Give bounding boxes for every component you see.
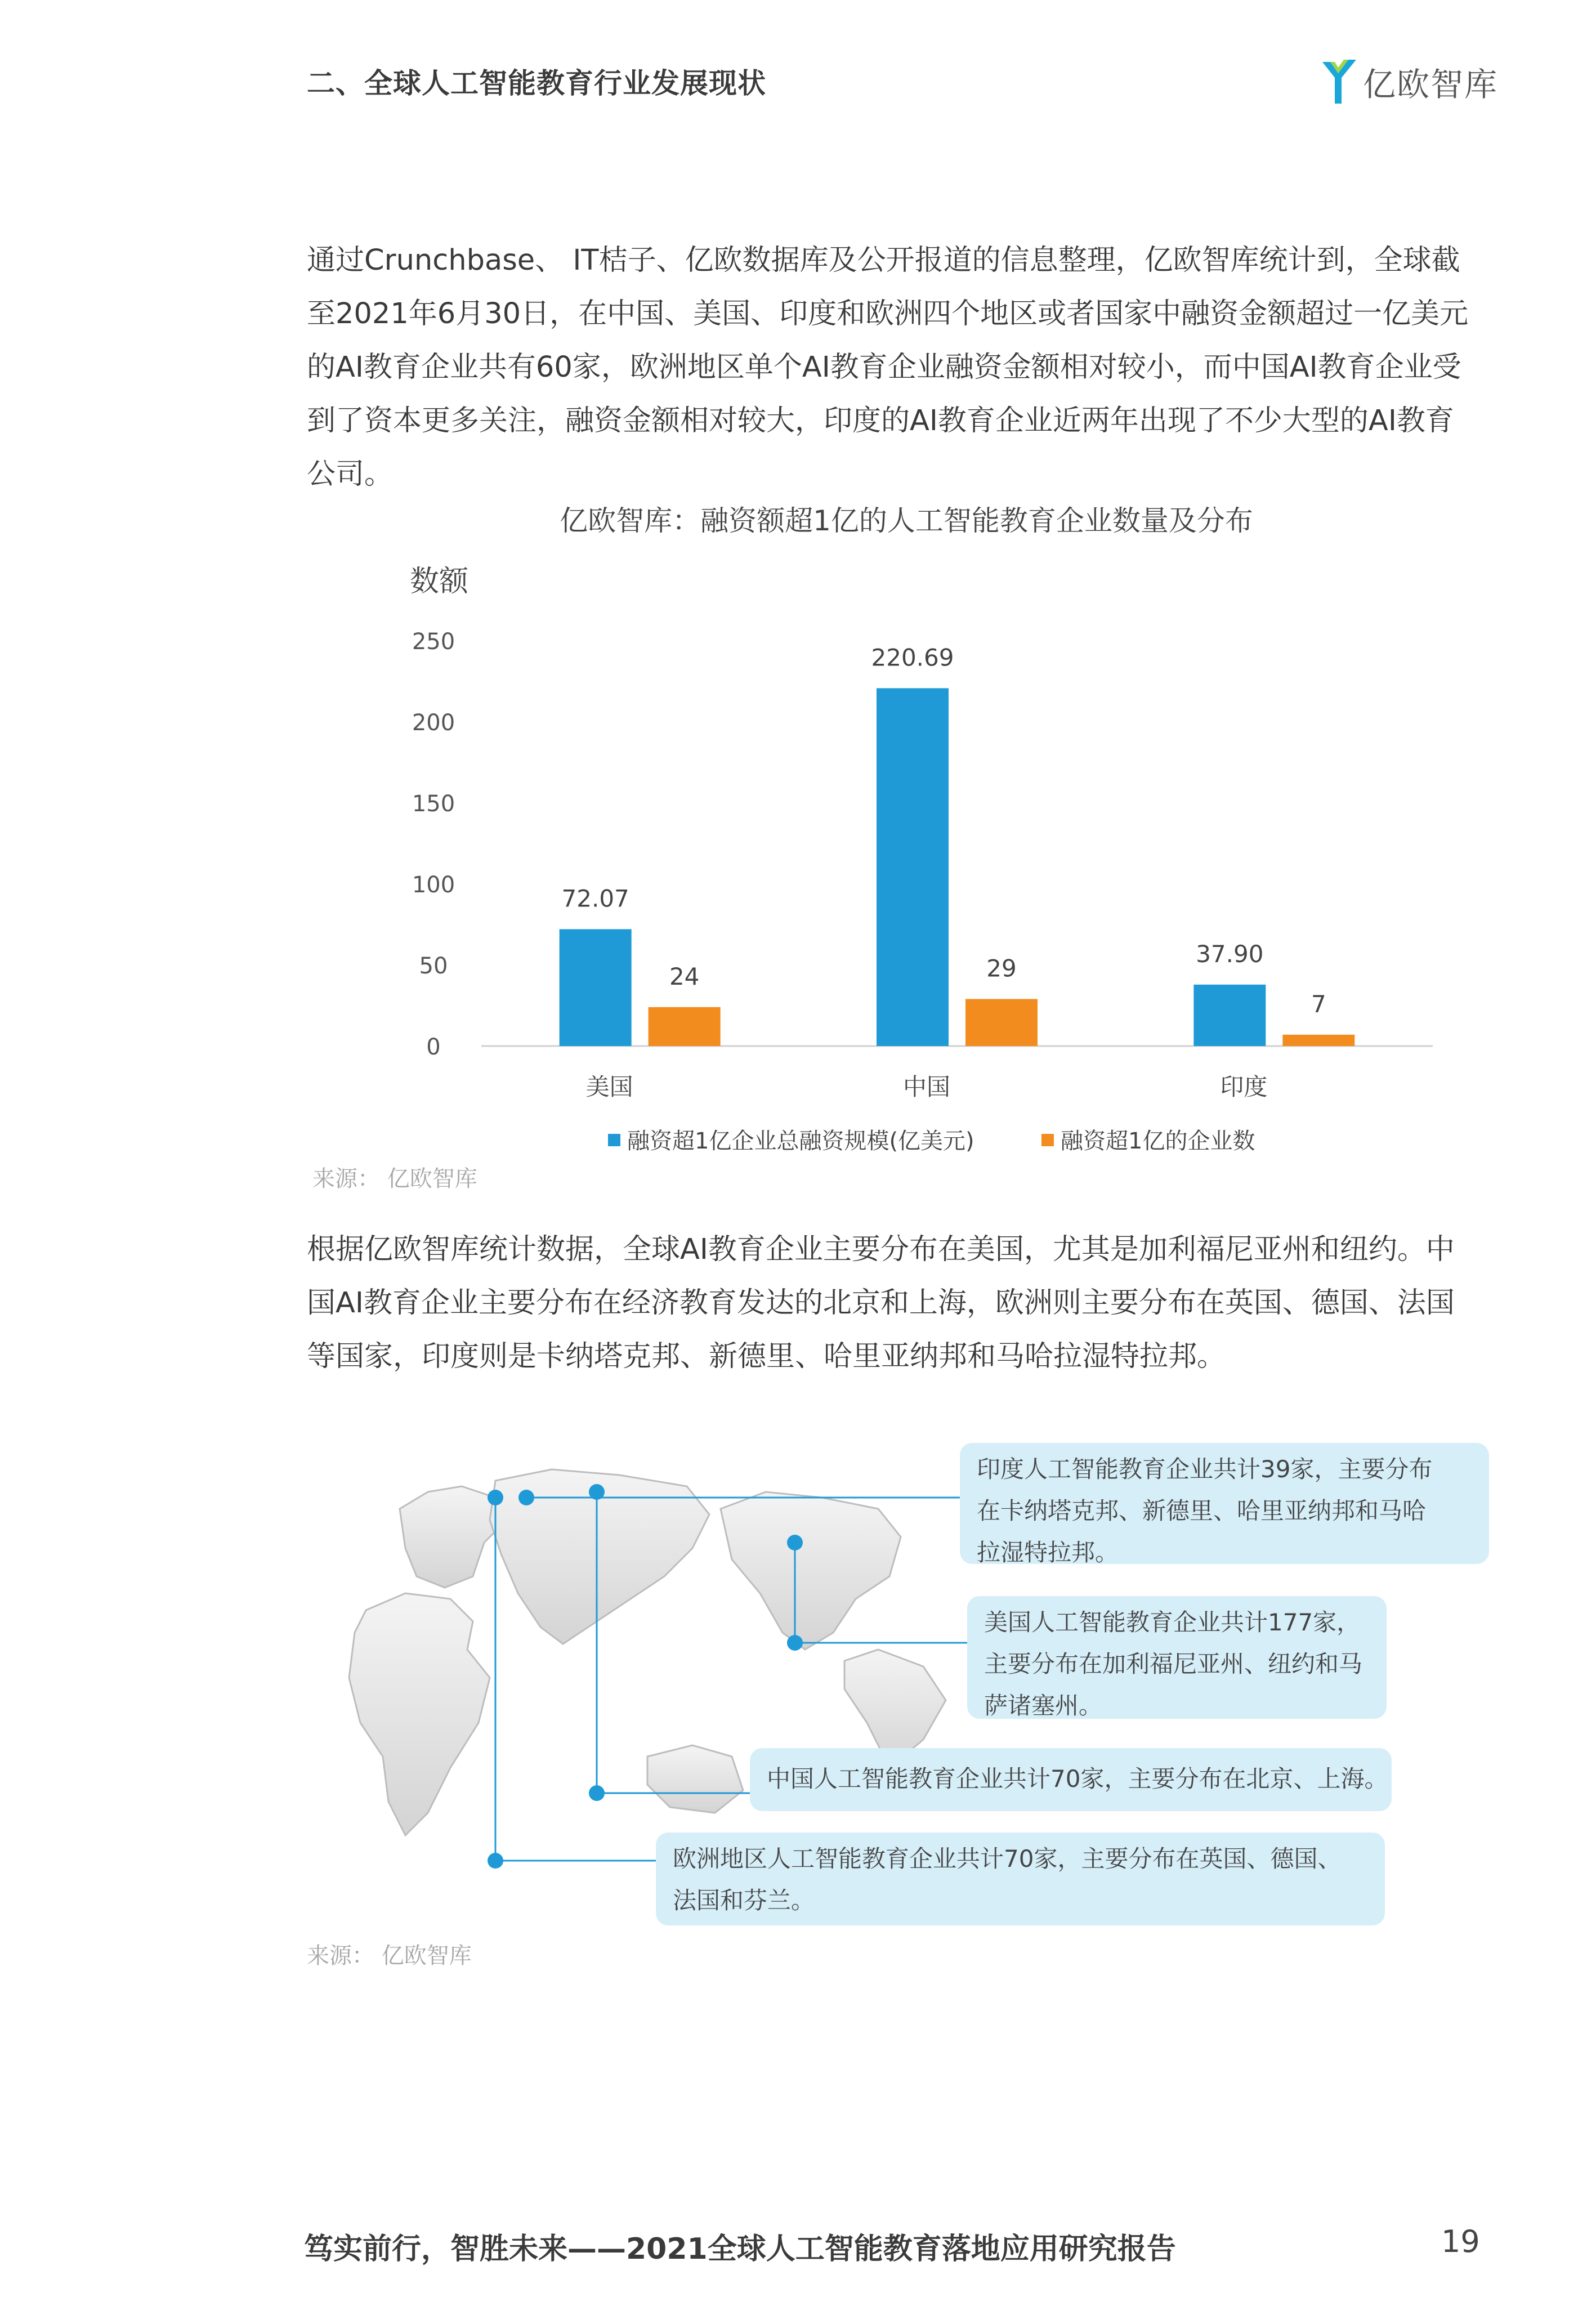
bar-data-label: 29	[986, 954, 1017, 982]
callout-line: 中国人工智能教育企业共计70家，主要分布在北京、上海。	[767, 1765, 1388, 1793]
paragraph-line: 至2021年6月30日，在中国、美国、印度和欧洲四个地区或者国家中融资金额超过一亿美元	[307, 297, 1469, 330]
bar-count	[965, 999, 1038, 1046]
australia-shape	[647, 1745, 743, 1813]
callout-india	[960, 1443, 1489, 1564]
paragraph-line: 等国家，印度则是卡纳塔克邦、新德里、哈里亚纳邦和马哈拉湿特拉邦。	[307, 1340, 1226, 1373]
callout-line: 拉湿特拉邦。	[977, 1539, 1119, 1566]
page-number: 19	[1441, 2224, 1480, 2259]
callout-line: 欧洲地区人工智能教育企业共计70家，主要分布在英国、德国、	[673, 1845, 1342, 1872]
usa-end-marker	[787, 1635, 803, 1651]
legend-label: 融资超1亿的企业数	[1061, 1128, 1255, 1154]
china-marker	[589, 1484, 605, 1500]
x-tick-label: 印度	[1220, 1073, 1268, 1101]
x-tick-label: 美国	[585, 1073, 633, 1101]
paragraph-line: 公司。	[307, 458, 394, 491]
bar-data-label: 7	[1311, 990, 1326, 1018]
y-tick-label: 200	[412, 710, 455, 736]
map-source: 来源： 亿欧智库	[307, 1943, 472, 1969]
bar-data-label: 220.69	[871, 643, 954, 672]
bar-data-label: 72.07	[561, 884, 629, 913]
bar-funding	[877, 688, 949, 1046]
paragraph-line: 的AI教育企业共有60家，欧洲地区单个AI教育企业融资金额相对较小，而中国AI教育企业受	[307, 351, 1461, 384]
china-end-marker	[589, 1785, 605, 1801]
y-tick-label: 250	[412, 629, 455, 655]
callout-line: 萨诸塞州。	[984, 1692, 1103, 1719]
logo-text: 亿欧智库	[1363, 65, 1499, 104]
bar-count	[649, 1007, 721, 1046]
bar-funding	[1193, 985, 1266, 1046]
europe-end-marker	[488, 1853, 503, 1869]
legend-label: 融资超1亿企业总融资规模(亿美元)	[627, 1128, 974, 1154]
y-tick-label: 0	[426, 1034, 441, 1060]
callout-line: 法国和芬兰。	[673, 1887, 815, 1914]
callout-line: 美国人工智能教育企业共计177家，	[984, 1608, 1361, 1636]
footer-title: 笃实前行，智胜未来——2021全球人工智能教育落地应用研究报告	[304, 2232, 1176, 2266]
y-tick-label: 150	[412, 791, 455, 817]
distribution-paragraph	[307, 1223, 1506, 1383]
callout-china	[750, 1748, 1392, 1811]
section-title: 二、全球人工智能教育行业发展现状	[307, 67, 766, 100]
x-tick-label: 中国	[902, 1073, 951, 1101]
bar-data-label: 37.90	[1196, 940, 1264, 968]
callout-line: 印度人工智能教育企业共计39家，主要分布	[977, 1455, 1433, 1483]
europe-marker	[488, 1490, 503, 1505]
chart-title: 亿欧智库：融资额超1亿的人工智能教育企业数量及分布	[560, 504, 1253, 537]
north-america-shape	[721, 1492, 901, 1650]
callout-line: 在卡纳塔克邦、新德里、哈里亚纳邦和马哈	[977, 1497, 1427, 1525]
y-tick-label: 100	[412, 872, 455, 898]
bar-count	[1282, 1035, 1354, 1046]
india-marker	[518, 1490, 534, 1505]
africa-shape	[349, 1593, 490, 1835]
y-tick-label: 50	[419, 953, 448, 979]
legend-swatch	[608, 1134, 620, 1146]
chart-source: 来源： 亿欧智库	[312, 1166, 477, 1192]
callout-europe	[656, 1833, 1385, 1925]
callout-line: 主要分布在加利福尼亚州、纽约和马	[984, 1650, 1363, 1678]
callout-usa	[967, 1596, 1387, 1719]
legend-swatch	[1041, 1134, 1054, 1146]
paragraph-line: 国AI教育企业主要分布在经济教育发达的北京和上海，欧洲则主要分布在英国、德国、法国	[307, 1286, 1455, 1320]
paragraph-line: 到了资本更多关注，融资金额相对较大，印度的AI教育企业近两年出现了不少大型的AI教育	[307, 404, 1454, 437]
paragraph-line: 通过Crunchbase、 IT桔子、亿欧数据库及公开报道的信息整理，亿欧智库统计到，全球截	[307, 244, 1460, 277]
usa-marker	[787, 1535, 803, 1550]
bar-data-label: 24	[669, 962, 700, 990]
paragraph-line: 根据亿欧智库统计数据，全球AI教育企业主要分布在美国，尤其是加利福尼亚州和纽约。中	[307, 1233, 1455, 1266]
bar-funding	[560, 929, 632, 1046]
y-axis-label: 数额	[409, 565, 469, 598]
